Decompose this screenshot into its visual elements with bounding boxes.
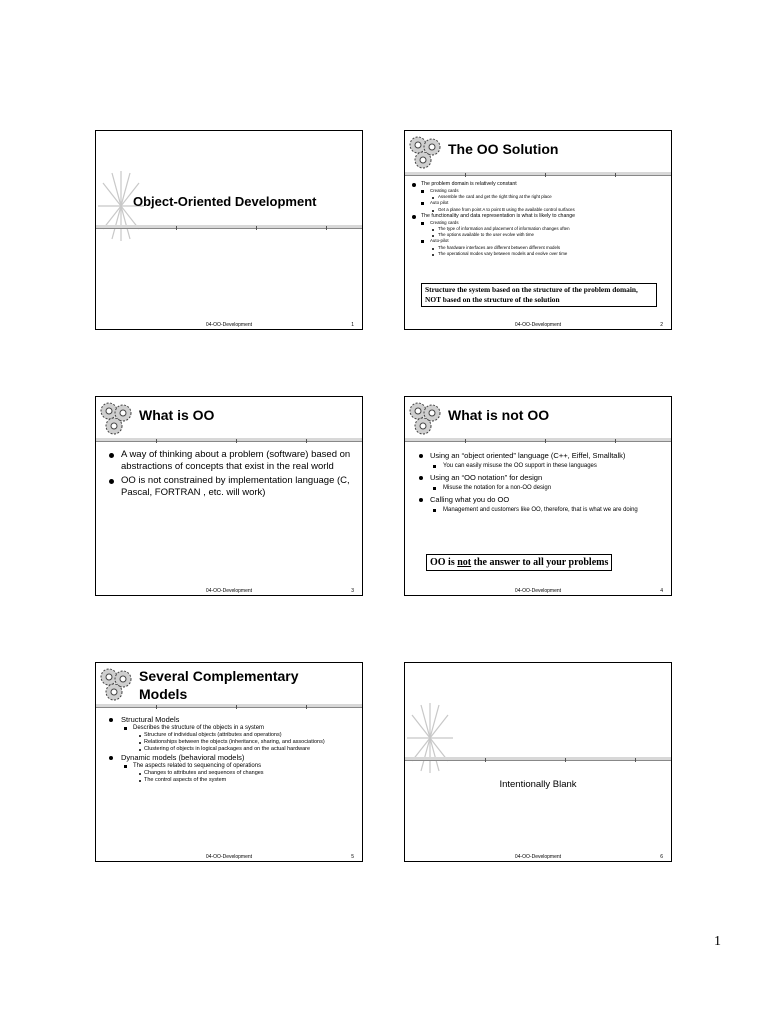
sub-sub-bullet: Assemble the card and get the right thing at the right place: [410, 194, 665, 200]
bullet: Using an “object oriented” language (C++, Eiffel, Smalltalk): [417, 451, 665, 460]
callout-text-end: the answer to all your problems: [471, 557, 609, 568]
gears-icon: [98, 666, 134, 702]
bullet: The problem domain is relatively constant: [410, 181, 665, 188]
sub-sub-bullet: Clustering of objects in logical packages and on the actual hardware: [101, 746, 356, 753]
bullet: The functionality and data representation is what is likely to change: [410, 213, 665, 220]
bullet: Dynamic models (behavioral models): [101, 753, 356, 762]
slide-2: [404, 130, 672, 330]
callout-box: Structure the system based on the structure of the problem domain, NOT based on the structure of the solution: [421, 283, 657, 307]
slide-title: [139, 667, 299, 703]
sub-sub-bullet: Get a plane from point A to point B using the available control surfaces: [410, 207, 665, 213]
footer-filename: 04-OO-Development: [205, 588, 253, 594]
sub-bullet: Creating cards: [410, 220, 665, 226]
footer-filename: 04-OO-Development: [205, 322, 253, 328]
slide-3: [95, 396, 363, 596]
slide-number: 2: [660, 322, 663, 328]
slide-title: What is not OO: [448, 407, 550, 423]
slide-number: 4: [660, 588, 663, 594]
slide-5: [95, 662, 363, 862]
sub-sub-bullet: Changes to attributes and sequences of changes: [101, 770, 356, 777]
slide-body: [101, 715, 356, 784]
sub-sub-bullet: The operational modes vary between models and evolve over time: [410, 251, 665, 257]
bullet: Calling what you do OO: [417, 495, 665, 504]
slide-title-line-2: Models: [139, 686, 188, 702]
sub-sub-bullet: The options available to the user evolve with time: [410, 232, 665, 238]
intentionally-blank-text: Intentionally Blank: [499, 779, 577, 790]
slide-title-line-1: Several Complementary: [139, 668, 299, 684]
title-rule: [405, 172, 671, 176]
bullet: OO is not constrained by implementation language (C, Pascal, FORTRAN , etc. will work): [101, 475, 356, 499]
sub-bullet: Management and customers like OO, therefore, that is what we are doing: [417, 506, 665, 514]
sub-sub-bullet: The control aspects of the system: [101, 777, 356, 784]
callout-box: [426, 554, 612, 571]
sub-bullet: Auto pilot: [410, 200, 665, 206]
slide-number: 3: [351, 588, 354, 594]
slide-body: [410, 181, 665, 257]
slide-1: [95, 130, 363, 330]
title-rule: [405, 757, 671, 761]
sub-bullet: The aspects related to sequencing of operations: [101, 762, 356, 770]
slide-body: [101, 449, 356, 501]
sub-bullet: Misuse the notation for a non-OO design: [417, 484, 665, 492]
slide-6: [404, 662, 672, 862]
sub-sub-bullet: The hardware interfaces are different between different models: [410, 245, 665, 251]
bullet: Structural Models: [101, 715, 356, 724]
callout-emphasis: not: [457, 557, 472, 568]
footer-filename: 04-OO-Development: [514, 322, 562, 328]
sub-sub-bullet: The type of information and placement of information changes often: [410, 226, 665, 232]
slide-4: [404, 396, 672, 596]
sub-sub-bullet: Relationships between the objects (inheritance, sharing, and associations): [101, 739, 356, 746]
title-rule: [96, 225, 362, 229]
footer-filename: 04-OO-Development: [514, 588, 562, 594]
slide-title: What is OO: [139, 407, 215, 423]
sub-bullet: Creating cards: [410, 188, 665, 194]
callout-text-start: OO is: [430, 557, 458, 568]
footer-filename: 04-OO-Development: [205, 854, 253, 860]
sub-bullet: Describes the structure of the objects in a system: [101, 724, 356, 732]
footer-filename: 04-OO-Development: [514, 854, 562, 860]
sub-sub-bullet: Structure of individual objects (attributes and operations): [101, 732, 356, 739]
page-number: 1: [714, 934, 721, 949]
bullet: Using an “OO notation” for design: [417, 473, 665, 482]
slide-body: [417, 451, 665, 517]
gears-icon: [407, 134, 443, 170]
sub-bullet: You can easily misuse the OO support in these languages: [417, 462, 665, 470]
gears-icon: [407, 400, 443, 436]
title-rule: [405, 438, 671, 442]
slide-title: Object-Oriented Development: [133, 194, 317, 209]
slide-number: 5: [351, 854, 354, 860]
slide-title: The OO Solution: [448, 141, 559, 157]
slide-number: 6: [660, 854, 663, 860]
title-rule: [96, 704, 362, 708]
bullet: A way of thinking about a problem (software) based on abstractions of concepts that exist in the real world: [101, 449, 356, 473]
starburst-icon: [407, 703, 453, 773]
sub-bullet: Auto-pilot: [410, 238, 665, 244]
gears-icon: [98, 400, 134, 436]
slide-number: 1: [351, 322, 354, 328]
title-rule: [96, 438, 362, 442]
